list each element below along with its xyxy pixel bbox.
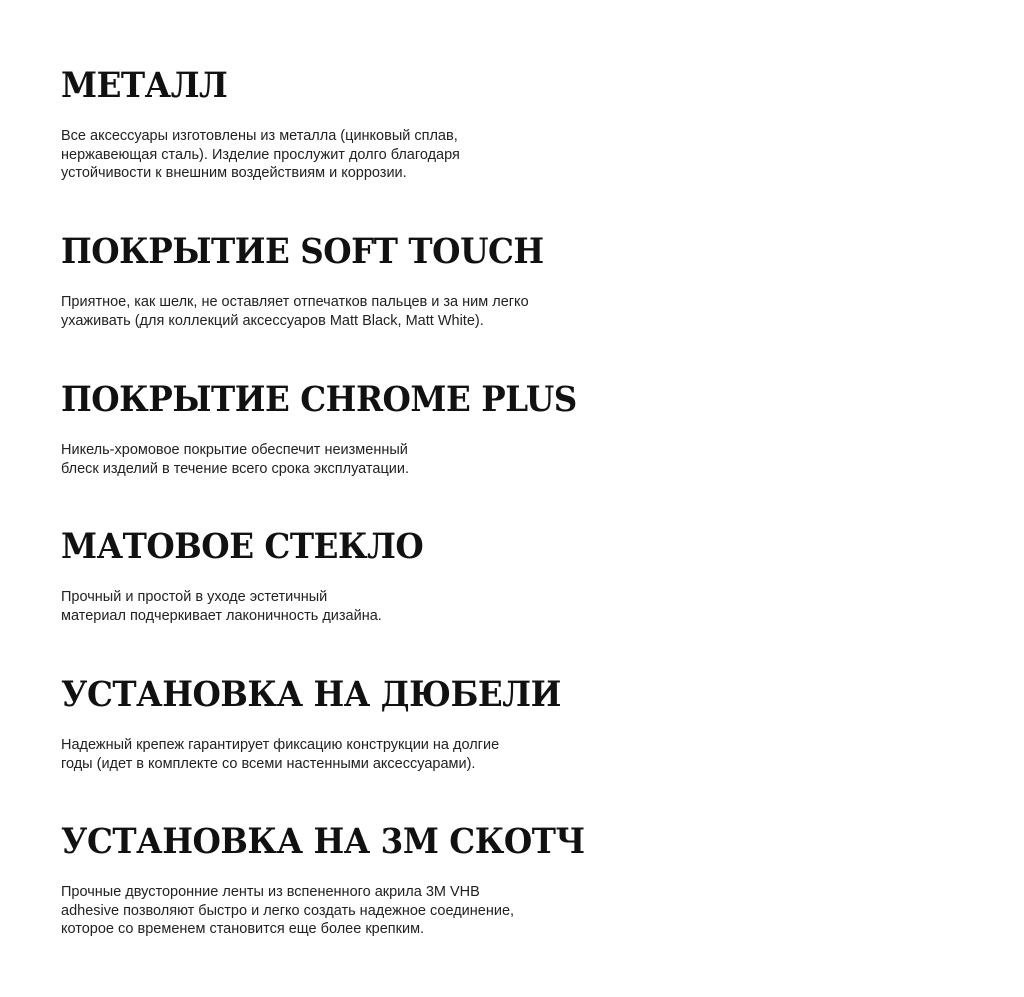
feature-title: УСТАНОВКА НА ДЮБЕЛИ (61, 674, 561, 715)
feature-title: ПОКРЫТИЕ SOFT TOUCH (61, 231, 544, 272)
feature-description: Все аксессуары изготовлены из металла (цинковый сплав, нержавеющая сталь). Изделие прослужит долго благодаря устойчивости к внешним воздействиям и коррозии. (61, 128, 460, 181)
feature-3m-tape-mounting (61, 822, 661, 939)
feature-title: ПОКРЫТИЕ CHROME PLUS (61, 379, 577, 420)
feature-metal (61, 66, 661, 183)
feature-description: Никель-хромовое покрытие обеспечит неизменный блеск изделий в течение всего срока эксплуатации. (61, 442, 409, 477)
feature-description: Надежный крепеж гарантирует фиксацию конструкции на долгие годы (идет в комплекте со всеми настенными аксессуарами). (61, 737, 500, 772)
feature-title: УСТАНОВКА НА 3М СКОТЧ (61, 821, 585, 862)
feature-dowel-mounting (61, 675, 661, 773)
feature-chrome-plus (61, 380, 661, 478)
feature-title: МЕТАЛЛ (61, 65, 228, 106)
feature-soft-touch (61, 232, 661, 330)
feature-description: Прочные двусторонние ленты из вспененного акрила 3M VHB adhesive позволяют быстро и легко создать надежное соединение, которое со временем становится еще более крепким. (61, 884, 515, 937)
feature-frosted-glass (61, 527, 661, 625)
feature-description: Прочный и простой в уходе эстетичный материал подчеркивает лаконичность дизайна. (61, 589, 382, 624)
feature-title: МАТОВОЕ СТЕКЛО (61, 526, 424, 567)
feature-description: Приятное, как шелк, не оставляет отпечатков пальцев и за ним легко ухаживать (для коллекций аксессуаров Matt Black, Matt White). (61, 294, 529, 329)
